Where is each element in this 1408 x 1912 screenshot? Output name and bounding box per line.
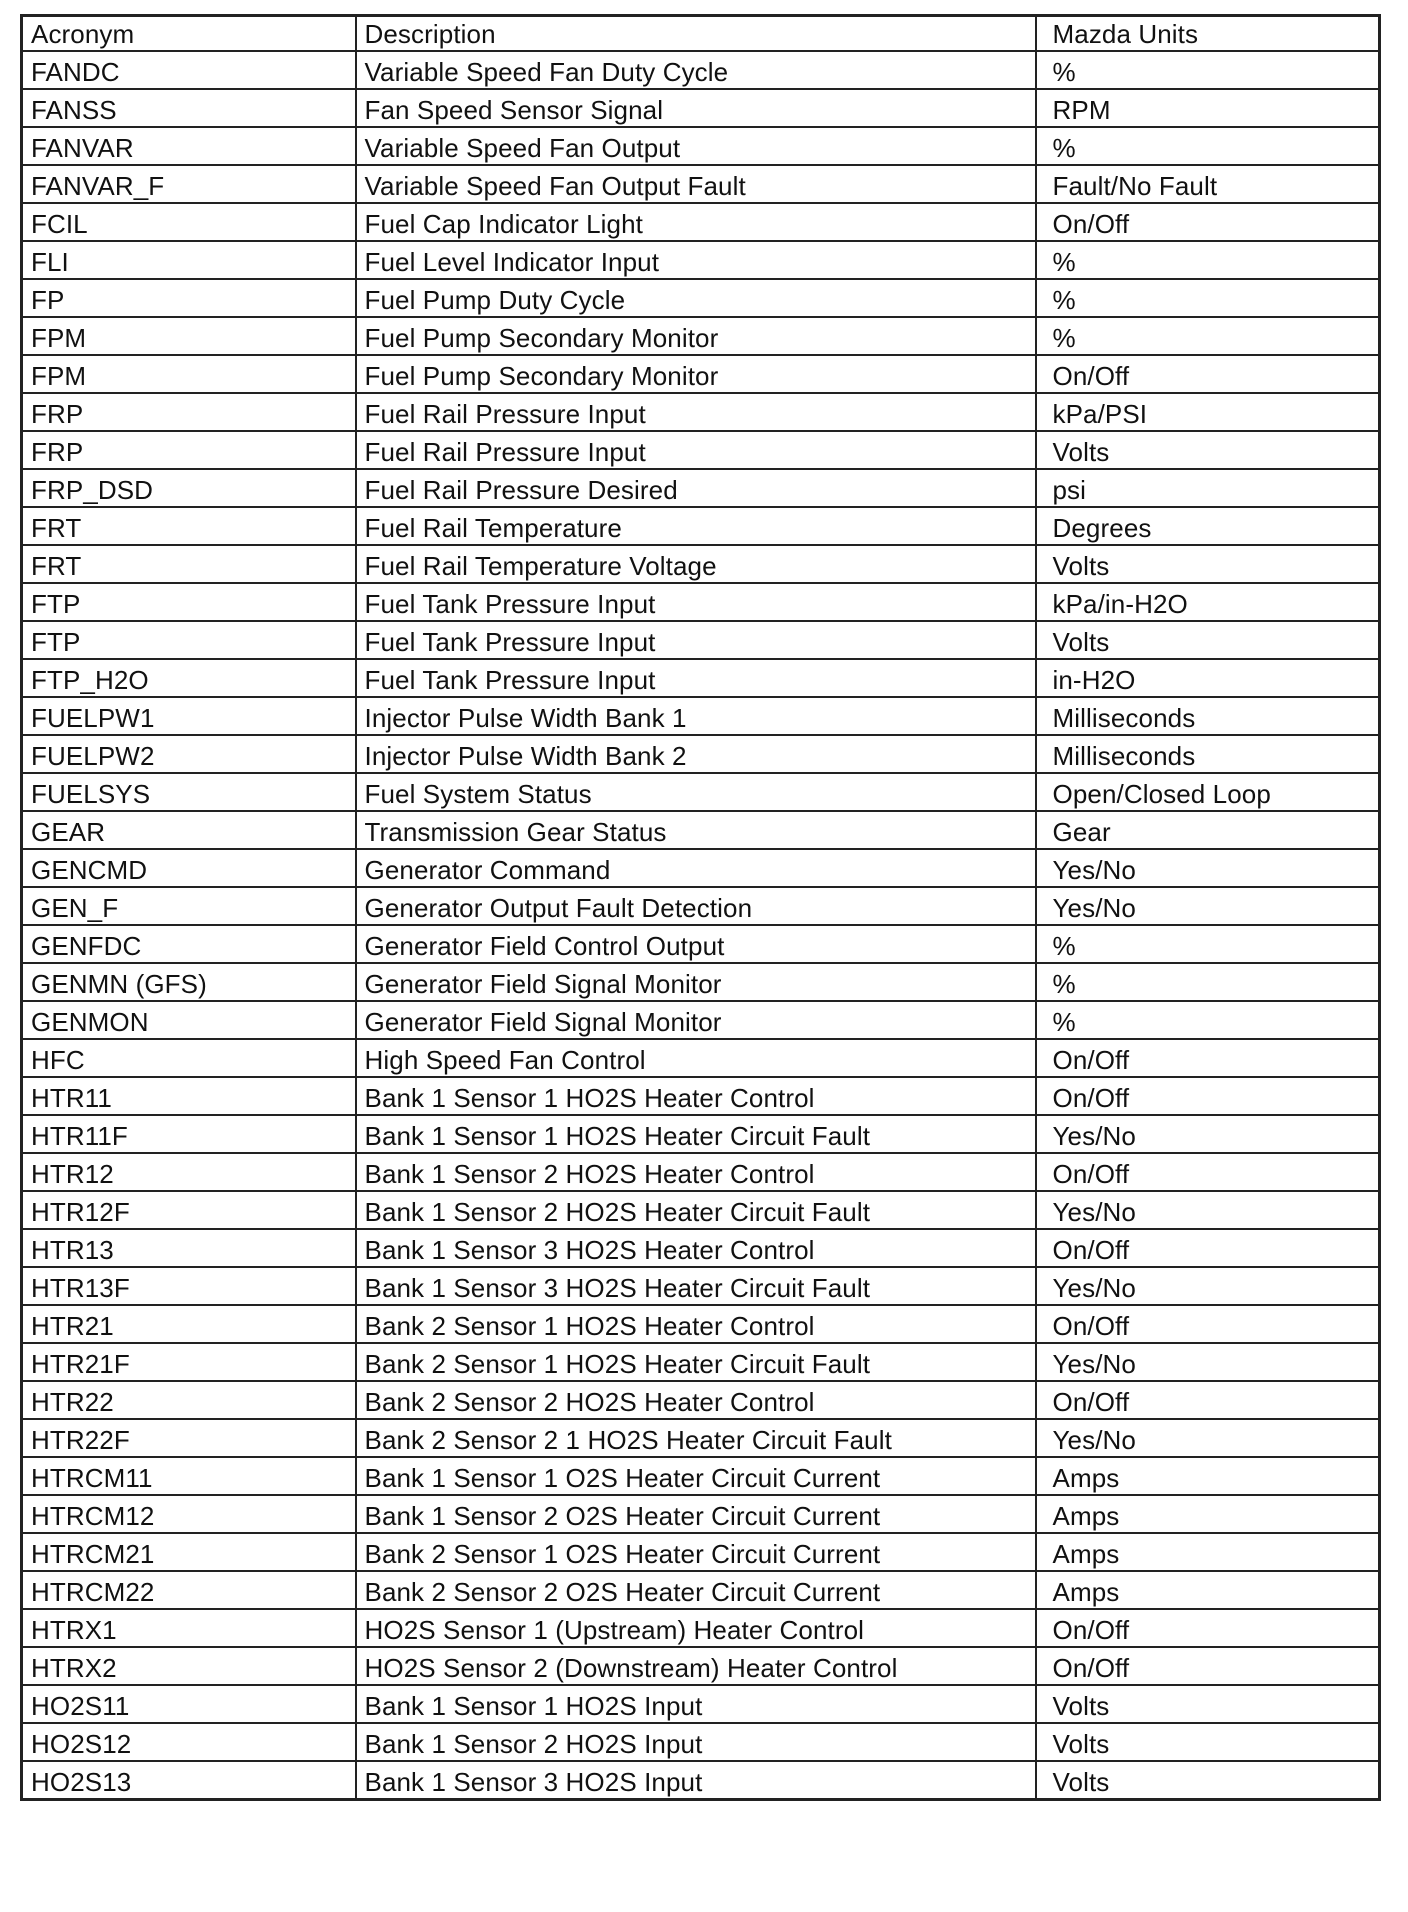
cell-acronym: FPM: [22, 355, 356, 393]
cell-description: Fuel Level Indicator Input: [356, 241, 1036, 279]
cell-description: Fuel Tank Pressure Input: [356, 583, 1036, 621]
cell-mazda-units: Yes/No: [1036, 1267, 1380, 1305]
cell-description: Bank 2 Sensor 2 1 HO2S Heater Circuit Fault: [356, 1419, 1036, 1457]
cell-acronym: FANVAR: [22, 127, 356, 165]
cell-mazda-units: On/Off: [1036, 1305, 1380, 1343]
cell-acronym: FRP: [22, 431, 356, 469]
cell-mazda-units: On/Off: [1036, 203, 1380, 241]
cell-description: Generator Field Control Output: [356, 925, 1036, 963]
cell-description: Generator Field Signal Monitor: [356, 963, 1036, 1001]
cell-mazda-units: Amps: [1036, 1533, 1380, 1571]
cell-description: Fuel Cap Indicator Light: [356, 203, 1036, 241]
cell-mazda-units: psi: [1036, 469, 1380, 507]
table-row: [22, 1381, 1380, 1419]
table-row: [22, 1723, 1380, 1761]
table-body: [22, 51, 1380, 1800]
cell-mazda-units: Milliseconds: [1036, 735, 1380, 773]
cell-mazda-units: Amps: [1036, 1571, 1380, 1609]
cell-acronym: FUELPW2: [22, 735, 356, 773]
table-row: [22, 545, 1380, 583]
cell-mazda-units: %: [1036, 963, 1380, 1001]
table-row: [22, 1495, 1380, 1533]
cell-description: Generator Command: [356, 849, 1036, 887]
table-row: [22, 431, 1380, 469]
table-row: [22, 849, 1380, 887]
table-row: [22, 1343, 1380, 1381]
cell-acronym: HO2S11: [22, 1685, 356, 1723]
table-row: [22, 811, 1380, 849]
cell-description: Fuel Pump Secondary Monitor: [356, 317, 1036, 355]
cell-mazda-units: Volts: [1036, 621, 1380, 659]
cell-mazda-units: On/Off: [1036, 1077, 1380, 1115]
cell-acronym: HTRCM11: [22, 1457, 356, 1495]
table-header: [22, 16, 1380, 52]
table-row: [22, 1571, 1380, 1609]
cell-mazda-units: Degrees: [1036, 507, 1380, 545]
cell-acronym: FUELPW1: [22, 697, 356, 735]
table-row: [22, 1685, 1380, 1723]
table-row: [22, 203, 1380, 241]
table-row: [22, 279, 1380, 317]
cell-description: Bank 1 Sensor 2 HO2S Heater Control: [356, 1153, 1036, 1191]
cell-mazda-units: Yes/No: [1036, 849, 1380, 887]
cell-acronym: HTRX2: [22, 1647, 356, 1685]
table-row: [22, 1609, 1380, 1647]
cell-acronym: HTRCM21: [22, 1533, 356, 1571]
cell-description: Variable Speed Fan Duty Cycle: [356, 51, 1036, 89]
cell-description: Bank 1 Sensor 1 HO2S Heater Circuit Fault: [356, 1115, 1036, 1153]
cell-description: Fuel Pump Secondary Monitor: [356, 355, 1036, 393]
table-row: [22, 317, 1380, 355]
table-row: [22, 1115, 1380, 1153]
cell-description: Variable Speed Fan Output: [356, 127, 1036, 165]
table-row: [22, 127, 1380, 165]
cell-description: Bank 1 Sensor 3 HO2S Heater Circuit Fault: [356, 1267, 1036, 1305]
cell-acronym: FLI: [22, 241, 356, 279]
cell-acronym: FRP: [22, 393, 356, 431]
cell-mazda-units: Volts: [1036, 431, 1380, 469]
cell-description: Injector Pulse Width Bank 1: [356, 697, 1036, 735]
cell-mazda-units: %: [1036, 925, 1380, 963]
cell-description: Bank 1 Sensor 2 O2S Heater Circuit Current: [356, 1495, 1036, 1533]
cell-mazda-units: Gear: [1036, 811, 1380, 849]
cell-mazda-units: On/Off: [1036, 1153, 1380, 1191]
cell-acronym: GENCMD: [22, 849, 356, 887]
table-row: [22, 1077, 1380, 1115]
cell-acronym: FRT: [22, 545, 356, 583]
cell-mazda-units: in-H2O: [1036, 659, 1380, 697]
header-row: [22, 16, 1380, 52]
table-row: [22, 51, 1380, 89]
cell-mazda-units: Yes/No: [1036, 1115, 1380, 1153]
cell-acronym: GENMON: [22, 1001, 356, 1039]
cell-mazda-units: Milliseconds: [1036, 697, 1380, 735]
table-row: [22, 1647, 1380, 1685]
cell-acronym: HFC: [22, 1039, 356, 1077]
table-row: [22, 735, 1380, 773]
cell-mazda-units: Fault/No Fault: [1036, 165, 1380, 203]
cell-acronym: HTR13F: [22, 1267, 356, 1305]
cell-description: Bank 2 Sensor 1 O2S Heater Circuit Current: [356, 1533, 1036, 1571]
cell-description: Bank 1 Sensor 1 HO2S Heater Control: [356, 1077, 1036, 1115]
cell-description: Generator Output Fault Detection: [356, 887, 1036, 925]
cell-description: HO2S Sensor 2 (Downstream) Heater Control: [356, 1647, 1036, 1685]
cell-acronym: HTRCM12: [22, 1495, 356, 1533]
cell-acronym: GENMN (GFS): [22, 963, 356, 1001]
cell-description: Bank 2 Sensor 2 O2S Heater Circuit Current: [356, 1571, 1036, 1609]
cell-acronym: FTP_H2O: [22, 659, 356, 697]
cell-mazda-units: Yes/No: [1036, 1343, 1380, 1381]
cell-acronym: HTR12F: [22, 1191, 356, 1229]
cell-acronym: FRP_DSD: [22, 469, 356, 507]
cell-mazda-units: Yes/No: [1036, 887, 1380, 925]
cell-mazda-units: %: [1036, 279, 1380, 317]
cell-mazda-units: Open/Closed Loop: [1036, 773, 1380, 811]
cell-acronym: FUELSYS: [22, 773, 356, 811]
cell-description: HO2S Sensor 1 (Upstream) Heater Control: [356, 1609, 1036, 1647]
header-description: Description: [356, 16, 1036, 52]
cell-mazda-units: %: [1036, 241, 1380, 279]
table-row: [22, 1305, 1380, 1343]
table-row: [22, 963, 1380, 1001]
table-row: [22, 1001, 1380, 1039]
cell-acronym: HTR22F: [22, 1419, 356, 1457]
cell-acronym: GEAR: [22, 811, 356, 849]
cell-mazda-units: Volts: [1036, 1723, 1380, 1761]
cell-acronym: FPM: [22, 317, 356, 355]
cell-description: Fuel Tank Pressure Input: [356, 621, 1036, 659]
cell-acronym: FTP: [22, 621, 356, 659]
cell-mazda-units: %: [1036, 51, 1380, 89]
cell-acronym: HTR11F: [22, 1115, 356, 1153]
cell-acronym: HTRX1: [22, 1609, 356, 1647]
cell-mazda-units: Yes/No: [1036, 1191, 1380, 1229]
cell-description: Fuel Tank Pressure Input: [356, 659, 1036, 697]
cell-description: Fuel Rail Pressure Input: [356, 393, 1036, 431]
header-mazda-units: Mazda Units: [1036, 16, 1380, 52]
cell-acronym: FANDC: [22, 51, 356, 89]
cell-description: Bank 2 Sensor 1 HO2S Heater Control: [356, 1305, 1036, 1343]
cell-mazda-units: On/Off: [1036, 1609, 1380, 1647]
cell-description: Fuel Pump Duty Cycle: [356, 279, 1036, 317]
cell-description: High Speed Fan Control: [356, 1039, 1036, 1077]
cell-description: Fan Speed Sensor Signal: [356, 89, 1036, 127]
cell-mazda-units: %: [1036, 317, 1380, 355]
table-row: [22, 1419, 1380, 1457]
table-row: [22, 355, 1380, 393]
cell-description: Bank 1 Sensor 1 O2S Heater Circuit Current: [356, 1457, 1036, 1495]
cell-acronym: FANSS: [22, 89, 356, 127]
cell-description: Bank 1 Sensor 3 HO2S Input: [356, 1761, 1036, 1800]
cell-mazda-units: Volts: [1036, 1685, 1380, 1723]
cell-acronym: HTR21F: [22, 1343, 356, 1381]
cell-description: Fuel System Status: [356, 773, 1036, 811]
cell-mazda-units: Yes/No: [1036, 1419, 1380, 1457]
cell-description: Fuel Rail Temperature: [356, 507, 1036, 545]
cell-acronym: FP: [22, 279, 356, 317]
cell-acronym: HTR21: [22, 1305, 356, 1343]
table-row: [22, 393, 1380, 431]
cell-mazda-units: On/Off: [1036, 1039, 1380, 1077]
cell-mazda-units: RPM: [1036, 89, 1380, 127]
cell-mazda-units: On/Off: [1036, 1229, 1380, 1267]
cell-description: Bank 1 Sensor 2 HO2S Input: [356, 1723, 1036, 1761]
table-row: [22, 89, 1380, 127]
cell-description: Bank 1 Sensor 1 HO2S Input: [356, 1685, 1036, 1723]
table-row: [22, 773, 1380, 811]
table-row: [22, 1153, 1380, 1191]
cell-description: Bank 2 Sensor 2 HO2S Heater Control: [356, 1381, 1036, 1419]
cell-mazda-units: On/Off: [1036, 1647, 1380, 1685]
table-row: [22, 621, 1380, 659]
table-row: [22, 925, 1380, 963]
table-row: [22, 165, 1380, 203]
table-row: [22, 1229, 1380, 1267]
cell-mazda-units: On/Off: [1036, 1381, 1380, 1419]
cell-mazda-units: %: [1036, 127, 1380, 165]
table-row: [22, 1267, 1380, 1305]
cell-description: Bank 1 Sensor 3 HO2S Heater Control: [356, 1229, 1036, 1267]
acronym-table: [20, 14, 1381, 1801]
cell-description: Injector Pulse Width Bank 2: [356, 735, 1036, 773]
table-row: [22, 241, 1380, 279]
cell-description: Generator Field Signal Monitor: [356, 1001, 1036, 1039]
cell-description: Bank 2 Sensor 1 HO2S Heater Circuit Fault: [356, 1343, 1036, 1381]
cell-description: Transmission Gear Status: [356, 811, 1036, 849]
table-row: [22, 1533, 1380, 1571]
cell-description: Fuel Rail Pressure Input: [356, 431, 1036, 469]
cell-mazda-units: Volts: [1036, 1761, 1380, 1800]
cell-acronym: HTR13: [22, 1229, 356, 1267]
table-row: [22, 887, 1380, 925]
cell-acronym: HTR22: [22, 1381, 356, 1419]
table-row: [22, 469, 1380, 507]
header-acronym: Acronym: [22, 16, 356, 52]
table-row: [22, 507, 1380, 545]
table-row: [22, 1191, 1380, 1229]
table-row: [22, 659, 1380, 697]
table-row: [22, 697, 1380, 735]
cell-description: Fuel Rail Temperature Voltage: [356, 545, 1036, 583]
table-row: [22, 1039, 1380, 1077]
cell-acronym: FRT: [22, 507, 356, 545]
cell-acronym: HTR12: [22, 1153, 356, 1191]
cell-acronym: HO2S12: [22, 1723, 356, 1761]
cell-mazda-units: Amps: [1036, 1495, 1380, 1533]
cell-mazda-units: %: [1036, 1001, 1380, 1039]
cell-acronym: HO2S13: [22, 1761, 356, 1800]
cell-acronym: GEN_F: [22, 887, 356, 925]
cell-description: Bank 1 Sensor 2 HO2S Heater Circuit Fault: [356, 1191, 1036, 1229]
cell-mazda-units: Volts: [1036, 545, 1380, 583]
cell-acronym: HTR11: [22, 1077, 356, 1115]
cell-description: Fuel Rail Pressure Desired: [356, 469, 1036, 507]
cell-mazda-units: On/Off: [1036, 355, 1380, 393]
cell-acronym: GENFDC: [22, 925, 356, 963]
cell-description: Variable Speed Fan Output Fault: [356, 165, 1036, 203]
cell-acronym: FTP: [22, 583, 356, 621]
cell-mazda-units: Amps: [1036, 1457, 1380, 1495]
table-row: [22, 1761, 1380, 1800]
table-row: [22, 583, 1380, 621]
cell-mazda-units: kPa/in-H2O: [1036, 583, 1380, 621]
cell-mazda-units: kPa/PSI: [1036, 393, 1380, 431]
cell-acronym: FANVAR_F: [22, 165, 356, 203]
table-row: [22, 1457, 1380, 1495]
cell-acronym: HTRCM22: [22, 1571, 356, 1609]
cell-acronym: FCIL: [22, 203, 356, 241]
